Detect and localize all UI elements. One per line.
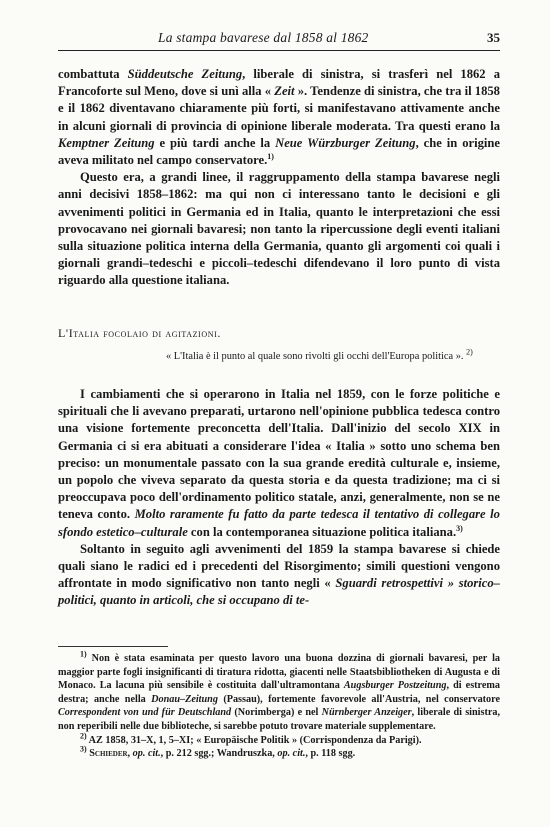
footnote-text: , p. 212 sgg.; Wandruszka, [160, 748, 278, 760]
para1-italic-1: Süddeutsche Zeitung [127, 67, 243, 81]
footnote-text: (Norimberga) e nel [231, 707, 322, 719]
body-text-bottom [58, 386, 500, 610]
epigraph-text: « L'Italia è il punto al quale sono rivolti gli occhi dell'Europa politica ». [166, 351, 464, 362]
para1-text: , che in origine aveva militato nel campo conservatore. [58, 135, 500, 168]
footnote-3 [58, 744, 500, 761]
footnote-text: , p. 118 sgg. [305, 748, 356, 760]
paragraph-1 [58, 66, 500, 169]
footnote-ref-1: 1) [267, 151, 274, 161]
para1-text: , liberale di sinistra, si trasferì nel 1862 a Francoforte sul Meno, dove si unì alla « [58, 67, 500, 99]
paragraph-3 [58, 386, 500, 541]
paragraph-2: Questo era, a grandi linee, il raggruppamento della stampa bavarese negli anni decisivi 1858–1862: ma qui non ci interessano tanto le decisioni e gli avvenimenti politici in Germania ed in Italia, quanto le interpretazioni che essi provocavano nei giornali bavaresi; non tanto la ripercussione degli eventi italiani sulla situazione politica interna della Germania, quanto gli argomenti coi quali i giornali grandi–tedeschi e piccoli–tedeschi difendevano il loro punto di vista riguardo alla questione italiana. [58, 170, 500, 288]
paragraph-4 [58, 541, 500, 610]
footnote-italic: Augsburger Postzeitung [343, 680, 447, 692]
footnote-text: Non è stata esaminata per questo lavoro una buona dozzina di giornali bavaresi, per la maggior parte fogli insignificanti di tiratura ridotta, giacenti nelle Staatsbibliotheken di Augusta e di Monaco. La lacuna più sensibile è costituita dall'ultramontana [58, 653, 500, 692]
footnote-rule [58, 646, 168, 647]
footnote-italic: Donau–Zeitung [151, 693, 218, 705]
footnote-author: Schieder, [89, 748, 133, 760]
para1-text: e più tardi anche la [154, 135, 276, 150]
section-heading: L'Italia focolaio di agitazioni. [58, 326, 221, 340]
para3-text: con la contemporanea situazione politica italiana. [187, 524, 457, 539]
para1-text: combattuta [58, 67, 128, 81]
footnote-1 [58, 649, 501, 734]
para4-text: Soltanto in seguito agli avvenimenti del 1859 la stampa bavarese si chiede quali siano le radici ed i precedenti del Risorgimento; simili questioni vengono affrontate in modo significativo non tanto negli « [58, 541, 500, 591]
footnote-italic: op. cit. [132, 748, 161, 760]
para4-italic: Sguardi retrospettivi » storico–politici, quanto in articoli, che si occupano di te- [58, 576, 500, 608]
footnote-italic: op. cit. [277, 748, 306, 760]
epigraph [166, 347, 500, 364]
para1-italic-4: Neue Würzburger Zeitung [275, 135, 416, 150]
para1-italic-2: Zeit [274, 84, 295, 99]
para3-text: I cambiamenti che si operarono in Italia nel 1859, con le forze politiche e spirituali che li avevano preparati, urtarono nell'opinione pubblica tedesca contro una visione fortemente preconcetta dell'Italia. Dall'inizio del secolo XIX in Germania ci si era abituati a considerare l'idea « Italia » sotto uno schema ben preciso: un monumentale passato con la sua grande eredità culturale e, insieme, un popolo che viveva separato da questa storia e da questa tradizione; ma ci si preoccupava poco dell'ordinamento politico statale, anzi, generalmente, non se ne teneva conto. [58, 387, 500, 522]
footnote-ref-3: 3) [456, 523, 463, 533]
footnote-2 [58, 731, 500, 748]
para3-italic: Molto raramente fu fatto da parte tedesca il tentativo di collegare lo sfondo estetico–culturale [58, 507, 500, 539]
footnote-mark: 2) [80, 731, 87, 741]
footnote-mark: 3) [80, 744, 87, 754]
body-text-top [58, 66, 500, 290]
footnote-ref-2: 2) [466, 347, 473, 357]
footnote-mark: 1) [80, 649, 87, 659]
footnote-text: AZ 1858, 31–X, 1, 5–XI; « Europäische Politik » (Corrispondenza da Parigi). [88, 734, 422, 746]
page-number: 35 [487, 30, 500, 45]
header-rule [58, 50, 500, 51]
footnote-italic: Correspondent von und für Deutschland [58, 707, 232, 719]
footnotes [58, 649, 501, 761]
footnote-text: , di estrema destra; anche nella [58, 680, 500, 705]
footnote-text: , liberale di sinistra, non reperibili nelle due biblioteche, si sarebbe potuto trovare materiale supplementare. [58, 707, 501, 732]
running-title: La stampa bavarese dal 1858 al 1862 [158, 30, 369, 45]
para1-italic-3: Kemptner Zeitung [58, 135, 155, 150]
footnote-italic: Nürnberger Anzeiger [321, 707, 412, 719]
footnote-text: (Passau), fortemente favorevole all'Austria, nel conservatore [217, 693, 501, 705]
page-header [58, 30, 500, 52]
para1-text: ». Tendenze di sinistra, che tra il 1858 e il 1862 diventavano chiaramente più forti, si manifestavano attivamente anche in alcuni giornali di provincia di opinione liberale moderata. Tra questi erano la [58, 84, 500, 133]
